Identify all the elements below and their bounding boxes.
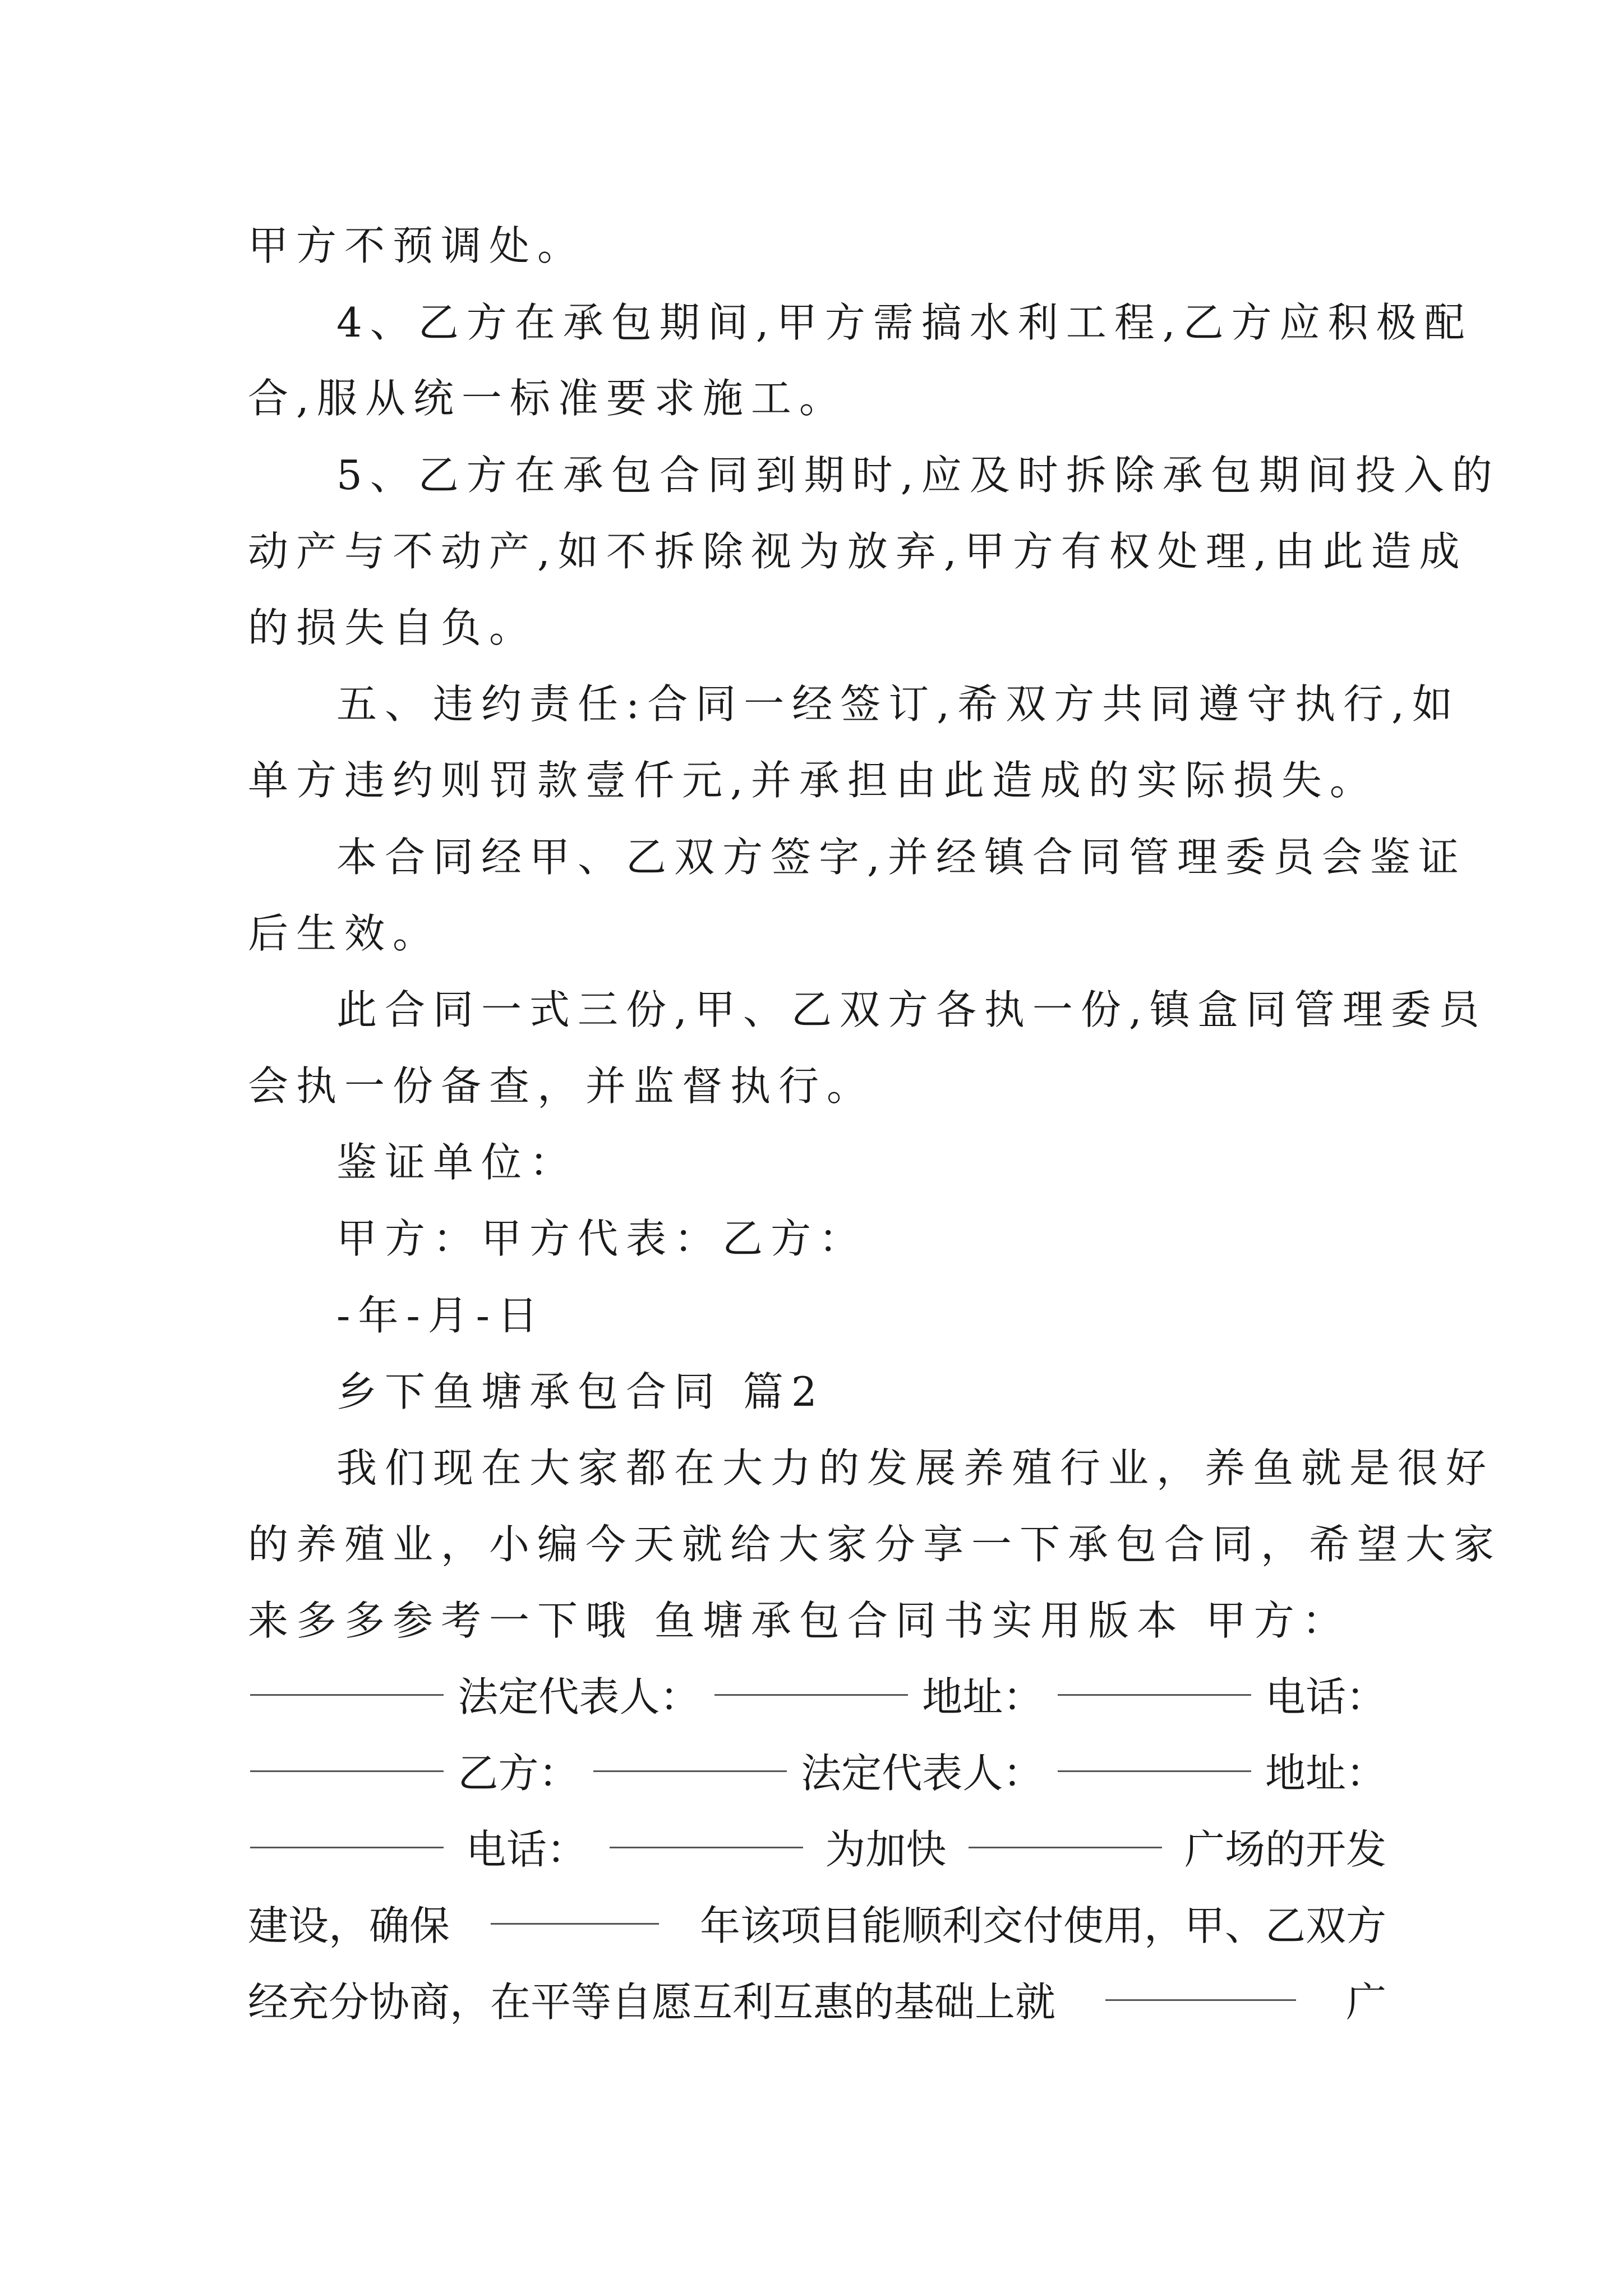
fill-blank (969, 1813, 1162, 1848)
fill-blank (1058, 1737, 1251, 1772)
form-row-5 (248, 1966, 1386, 2039)
clause-5-line-2: 动产与不动产,如不拆除视为放弃,甲方有权处理,由此造成 (248, 528, 1468, 575)
fill-blank (1058, 1660, 1251, 1696)
fill-blank (593, 1737, 787, 1772)
paragraph-line: 甲方不预调处。 (248, 222, 586, 269)
signature-parties: 甲方：甲方代表：乙方： (336, 1215, 868, 1262)
fill-blank (714, 1660, 908, 1696)
label-legal-rep: 法定代表人： (801, 1750, 1044, 1797)
label-party-b: 乙方： (458, 1750, 579, 1797)
intro-line-2: 的养殖业，小编今天就给大家分享一下承包合同，希望大家 (248, 1521, 1502, 1568)
fill-blank (250, 1660, 444, 1696)
text-segment: 广场的开发 (1184, 1826, 1386, 1873)
text-segment: 为加快 (825, 1826, 947, 1873)
form-row-4 (248, 1889, 1386, 1962)
text-segment: 经充分协商，在平等自愿互利互惠的基础上就 (248, 1978, 1056, 2026)
fill-blank (250, 1813, 444, 1848)
fill-blank (1105, 1966, 1296, 2001)
clause-5-line-1: 5、乙方在承包合同到期时,应及时拆除承包期间投入的 (336, 452, 1500, 499)
label-legal-rep: 法定代表人： (458, 1673, 700, 1720)
form-row-1 (248, 1660, 1386, 1733)
text-segment: 广 (1345, 1978, 1386, 2026)
label-phone: 电话： (465, 1826, 587, 1873)
label-address: 地址： (1265, 1750, 1386, 1797)
fill-blank (491, 1889, 659, 1925)
effective-clause-line-1: 本合同经甲、乙双方签字,并经镇合同管理委员会鉴证 (336, 834, 1467, 881)
certification-unit: 鉴证单位： (336, 1139, 578, 1186)
label-phone: 电话： (1265, 1673, 1386, 1720)
effective-clause-line-2: 后生效。 (248, 910, 441, 957)
fill-blank (250, 1737, 444, 1772)
form-row-2 (248, 1737, 1386, 1810)
text-segment: 建设，确保 (248, 1902, 450, 1949)
form-row-3 (248, 1813, 1386, 1886)
signature-date: -年-月-日 (336, 1292, 546, 1339)
text-segment: 年该项目能顺利交付使用，甲、乙双方 (699, 1902, 1386, 1949)
fill-blank (610, 1813, 803, 1848)
clause-4-line-1: 4、乙方在承包期间,甲方需搞水利工程,乙方应积极配 (336, 299, 1473, 346)
copies-clause-line-1: 此合同一式三份,甲、乙双方各执一份,镇盒同管理委员 (336, 986, 1487, 1033)
intro-line-1: 我们现在大家都在大力的发展养殖行业，养鱼就是很好 (336, 1444, 1495, 1492)
section-heading: 乡下鱼塘承包合同 篇2 (336, 1368, 825, 1415)
intro-line-3: 来多多参考一下哦 鱼塘承包合同书实用版本 甲方： (248, 1597, 1350, 1644)
breach-liability-line-1: 五、违约责任:合同一经签订,希双方共同遵守执行,如 (336, 680, 1461, 728)
copies-clause-line-2: 会执一份备查，并监督执行。 (248, 1062, 875, 1110)
label-address: 地址： (922, 1673, 1044, 1720)
clause-4-line-2: 合,服从统一标准要求施工。 (248, 375, 847, 422)
clause-5-line-3: 的损失自负。 (248, 604, 538, 651)
breach-liability-line-2: 单方违约则罚款壹仟元,并承担由此造成的实际损失。 (248, 757, 1378, 804)
